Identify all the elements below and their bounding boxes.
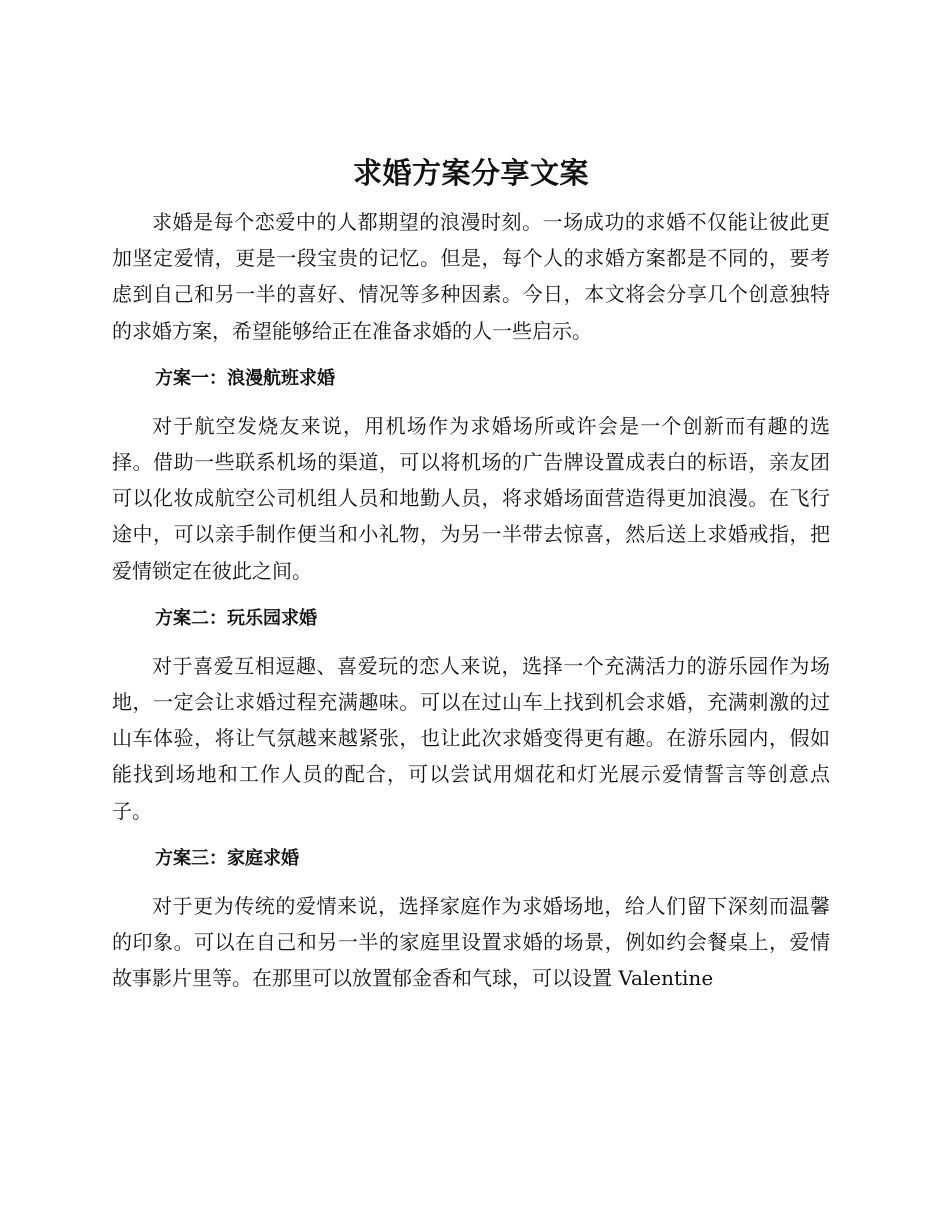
section-heading-plan-2: 方案二：玩乐园求婚 [155,607,317,629]
section-heading-plan-3: 方案三：家庭求婚 [155,847,299,869]
section-body-plan-1: 对于航空发烧友来说，用机场作为求婚场所或许会是一个创新而有趣的选择。借助一些联系机场的渠道，可以将机场的广告牌设置成表白的标语，亲友团可以化妆成航空公司机组人员和地勤人员，将求婚场面营造得更加浪漫。在飞行途中，可以亲手制作便当和小礼物，为另一半带去惊喜，然后送上求婚戒指，把爱情锁定在彼此之间。 [112,413,830,583]
document-page [112,148,830,996]
section-body-plan-3: 对于更为传统的爱情来说，选择家庭作为求婚场地，给人们留下深刻而温馨的印象。可以在自己和另一半的家庭里设置求婚的场景，例如约会餐桌上，爱情故事影片里等。在那里可以放置郁金香和气球，可以设置 Valentine [112,893,830,991]
section-body-plan-2: 对于喜爱互相逗趣、喜爱玩的恋人来说，选择一个充满活力的游乐园作为场地，一定会让求婚过程充满趣味。可以在过山车上找到机会求婚，充满刺激的过山车体验，将让气氛越来越紧张，也让此次求婚变得更有趣。在游乐园内，假如能找到场地和工作人员的配合，可以尝试用烟花和灯光展示爱情誓言等创意点子。 [112,653,830,823]
document-title: 求婚方案分享文案 [352,156,589,190]
intro-paragraph: 求婚是每个恋爱中的人都期望的浪漫时刻。一场成功的求婚不仅能让彼此更加坚定爱情，更是一段宝贵的记忆。但是，每个人的求婚方案都是不同的，要考虑到自己和另一半的喜好、情况等多种因素。今日，本文将会分享几个创意独特的求婚方案，希望能够给正在准备求婚的人一些启示。 [112,210,830,343]
section-heading-plan-1: 方案一：浪漫航班求婚 [155,367,335,389]
